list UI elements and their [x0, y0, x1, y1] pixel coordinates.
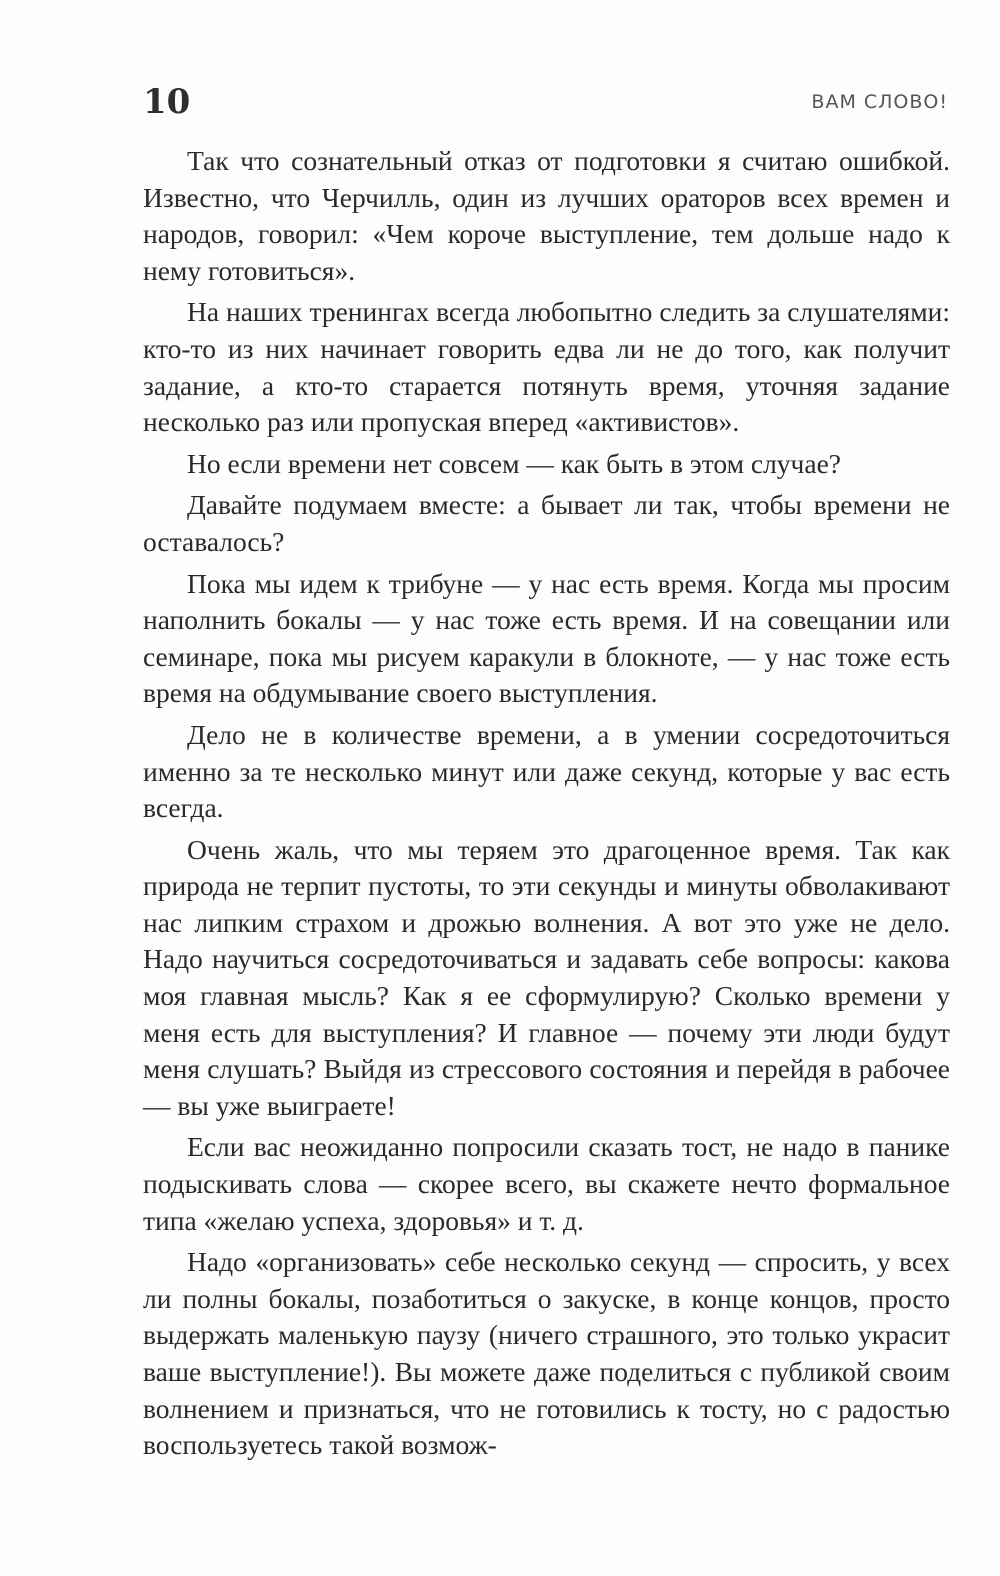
paragraph: Пока мы идем к трибуне — у нас есть время. Когда мы просим наполнить бокалы — у нас тоже есть время. И на совещании или семинаре, пока мы рисуем каракули в блокноте, — у нас тоже есть время на обдумывание своего выступления. — [143, 567, 950, 709]
paragraph: Надо «организовать» себе несколько секунд — спросить, у всех ли полны бокалы, позаботиться о закуске, в конце концов, просто выдержать маленькую паузу (ничего страшного, это только украсит ваше выступление!). Вы можете даже поделиться с публикой своим волнением и признаться, что не готовились к тосту, но с радостью воспользуетесь такой возмож- — [143, 1246, 950, 1461]
paragraph: Очень жаль, что мы теряем это драгоценное время. Так как природа не терпит пустоты, то эти секунды и минуты обволакивают нас липким страхом и дрожью волнения. А вот это уже не дело. Надо научиться сосредоточиваться и задавать себе вопросы: какова моя главная мысль? Как я ее сформулирую? Сколько времени у меня есть для выступления? И главное — почему эти люди будут меня слушать? Выйдя из стрессового состояния и перейдя в рабочее — вы уже выиграете! — [143, 833, 950, 1121]
paragraph: Если вас неожиданно попросили сказать тост, не надо в панике подыскивать слова — скорее всего, вы скажете нечто формальное типа «желаю успеха, здоровья» и т. д. — [143, 1131, 950, 1236]
page-number: 10 — [143, 82, 191, 122]
paragraph: На наших тренингах всегда любопытно следить за слушателями: кто-то из них начинает говорить едва ли не до того, как получит задание, а кто-то старается потянуть время, уточняя задание несколько раз или пропуская вперед «активистов». — [143, 296, 950, 438]
paragraph: Так что сознательный отказ от подготовки я считаю ошибкой. Известно, что Черчилль, один из лучших ораторов всех времен и народов, говорил: «Чем короче выступление, тем дольше надо к нему готовиться». — [143, 145, 950, 286]
running-head: ВАМ СЛОВО! — [811, 91, 948, 113]
paragraph: Дело не в количестве времени, а в умении сосредоточиться именно за те несколько минут или даже секунд, которые у вас есть всегда. — [143, 718, 950, 824]
paragraph: Давайте подумаем вместе: а бывает ли так, чтобы времени не оставалось? — [143, 489, 950, 557]
paragraph: Но если времени нет совсем — как быть в этом случае? — [187, 447, 841, 479]
body-text — [143, 143, 950, 1464]
